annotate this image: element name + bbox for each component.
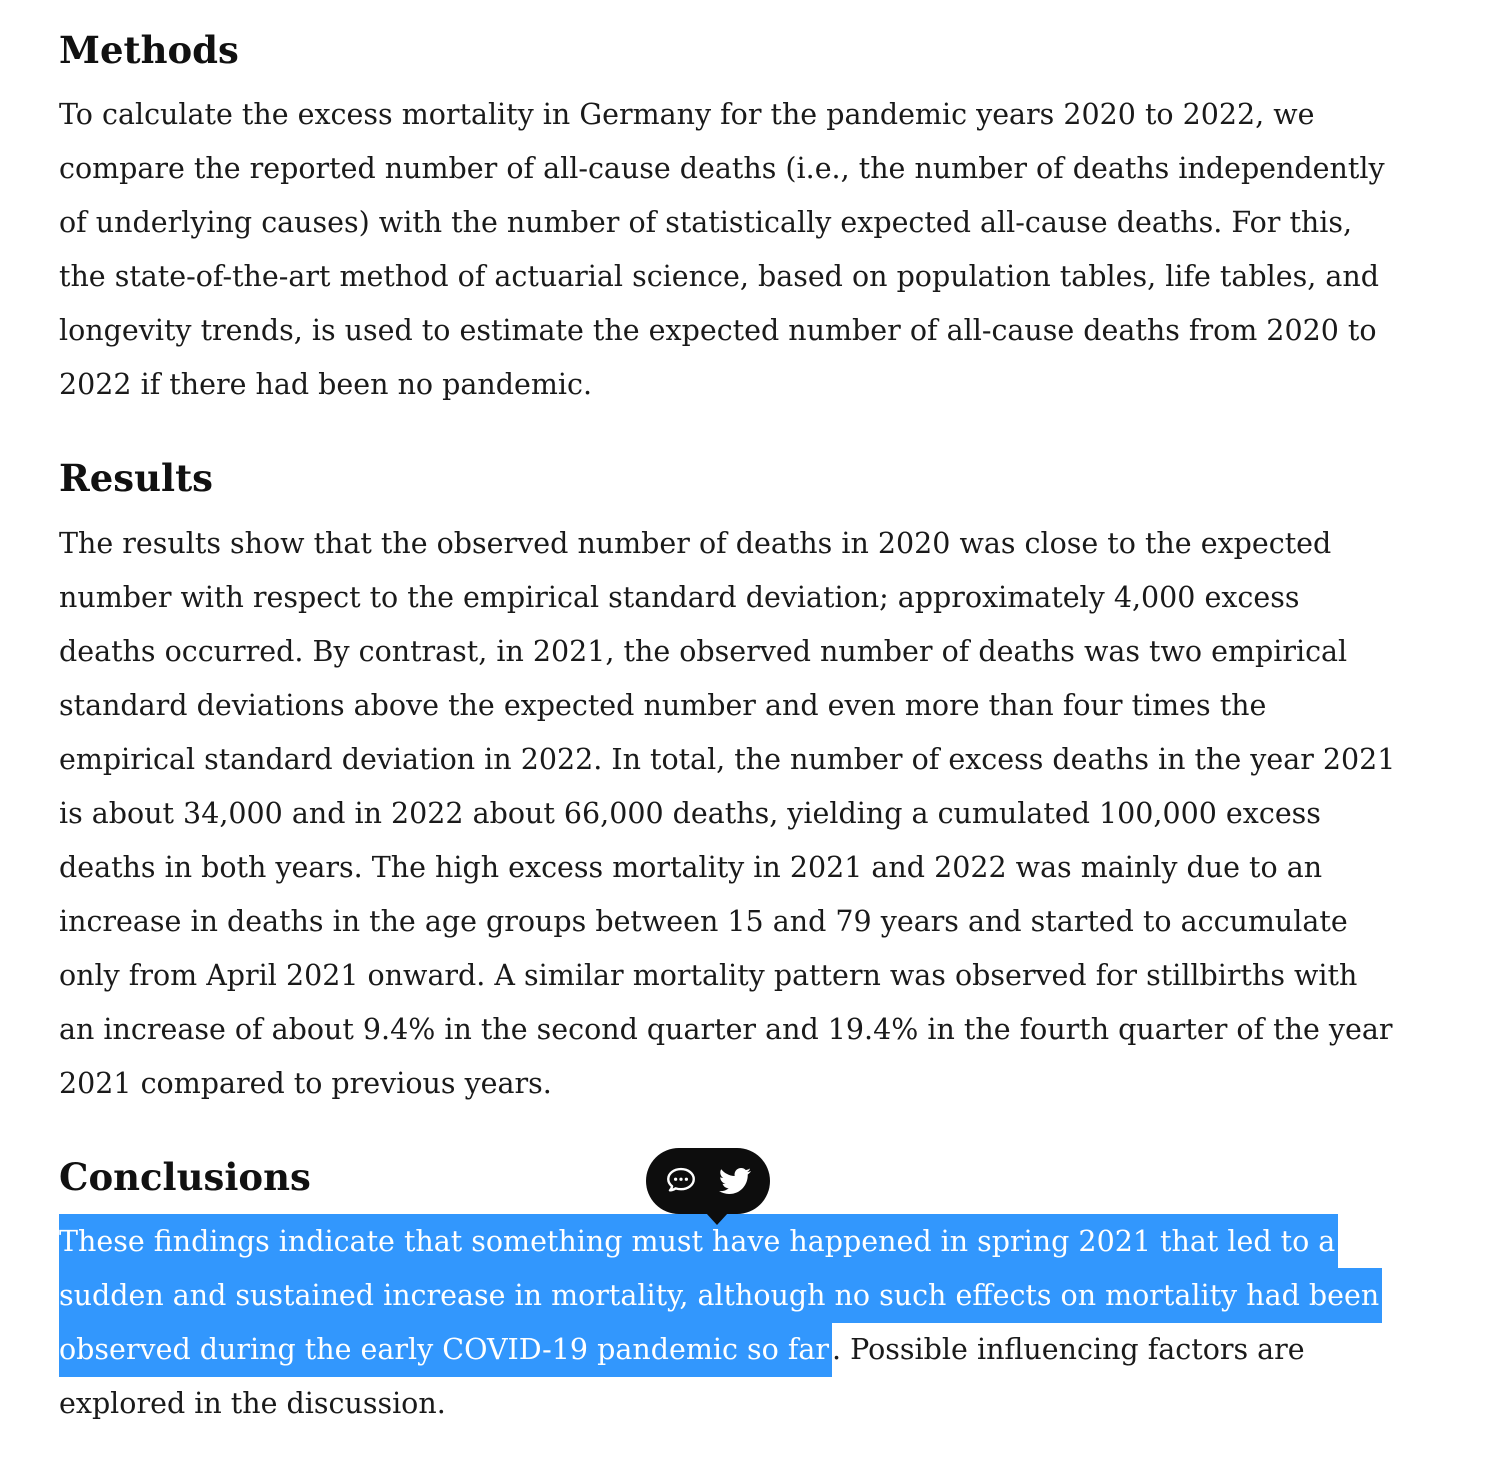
twitter-icon: [719, 1165, 751, 1197]
conclusions-rest-text: . Possible influencing factors are explored in the discussion.: [59, 1333, 1305, 1421]
results-heading: Results: [59, 456, 213, 501]
methods-paragraph: To calculate the excess mortality in Germany for the pandemic years 2020 to 2022, we compare the reported number of all-cause deaths (i.e., the number of deaths independently of underlying causes) with the number of statistically expected all-cause deaths. For this, the state-of-the-art method of actuarial science, based on population tables, life tables, and longevity trends, is used to estimate the expected number of all-cause deaths from 2020 to 2022 if there had been no pandemic.: [59, 98, 1385, 402]
conclusions-heading: Conclusions: [59, 1154, 311, 1199]
comment-button[interactable]: [656, 1156, 706, 1206]
selected-text: These findings indicate that something must have happened in spring 2021 that led to a sudden and sustained increase in mortality, although no such effects on mortality had been observed during the early COVID-19 pandemic so far: [59, 1214, 1382, 1377]
section-results: [59, 456, 1396, 1110]
comment-icon: [664, 1164, 698, 1198]
popup-pointer-arrow: [706, 1213, 728, 1225]
twitter-share-button[interactable]: [710, 1156, 760, 1206]
section-methods: [59, 28, 1396, 412]
selection-share-popup: [646, 1148, 770, 1214]
results-paragraph: The results show that the observed number of deaths in 2020 was close to the expected number with respect to the empirical standard deviation; approximately 4,000 excess deaths occurred. By contrast, in 2021, the observed number of deaths was two empirical standard deviations above the expected number and even more than four times the empirical standard deviation in 2022. In total, the number of excess deaths in the year 2021 is about 34,000 and in 2022 about 66,000 deaths, yielding a cumulated 100,000 excess deaths in both years. The high excess mortality in 2021 and 2022 was mainly due to an increase in deaths in the age groups between 15 and 79 years and started to accumulate only from April 2021 onward. A similar mortality pattern was observed for stillbirths with an increase of about 9.4% in the second quarter and 19.4% in the fourth quarter of the year 2021 compared to previous years.: [59, 526, 1396, 1100]
methods-heading: Methods: [59, 28, 239, 72]
conclusions-paragraph: [59, 1215, 1396, 1431]
